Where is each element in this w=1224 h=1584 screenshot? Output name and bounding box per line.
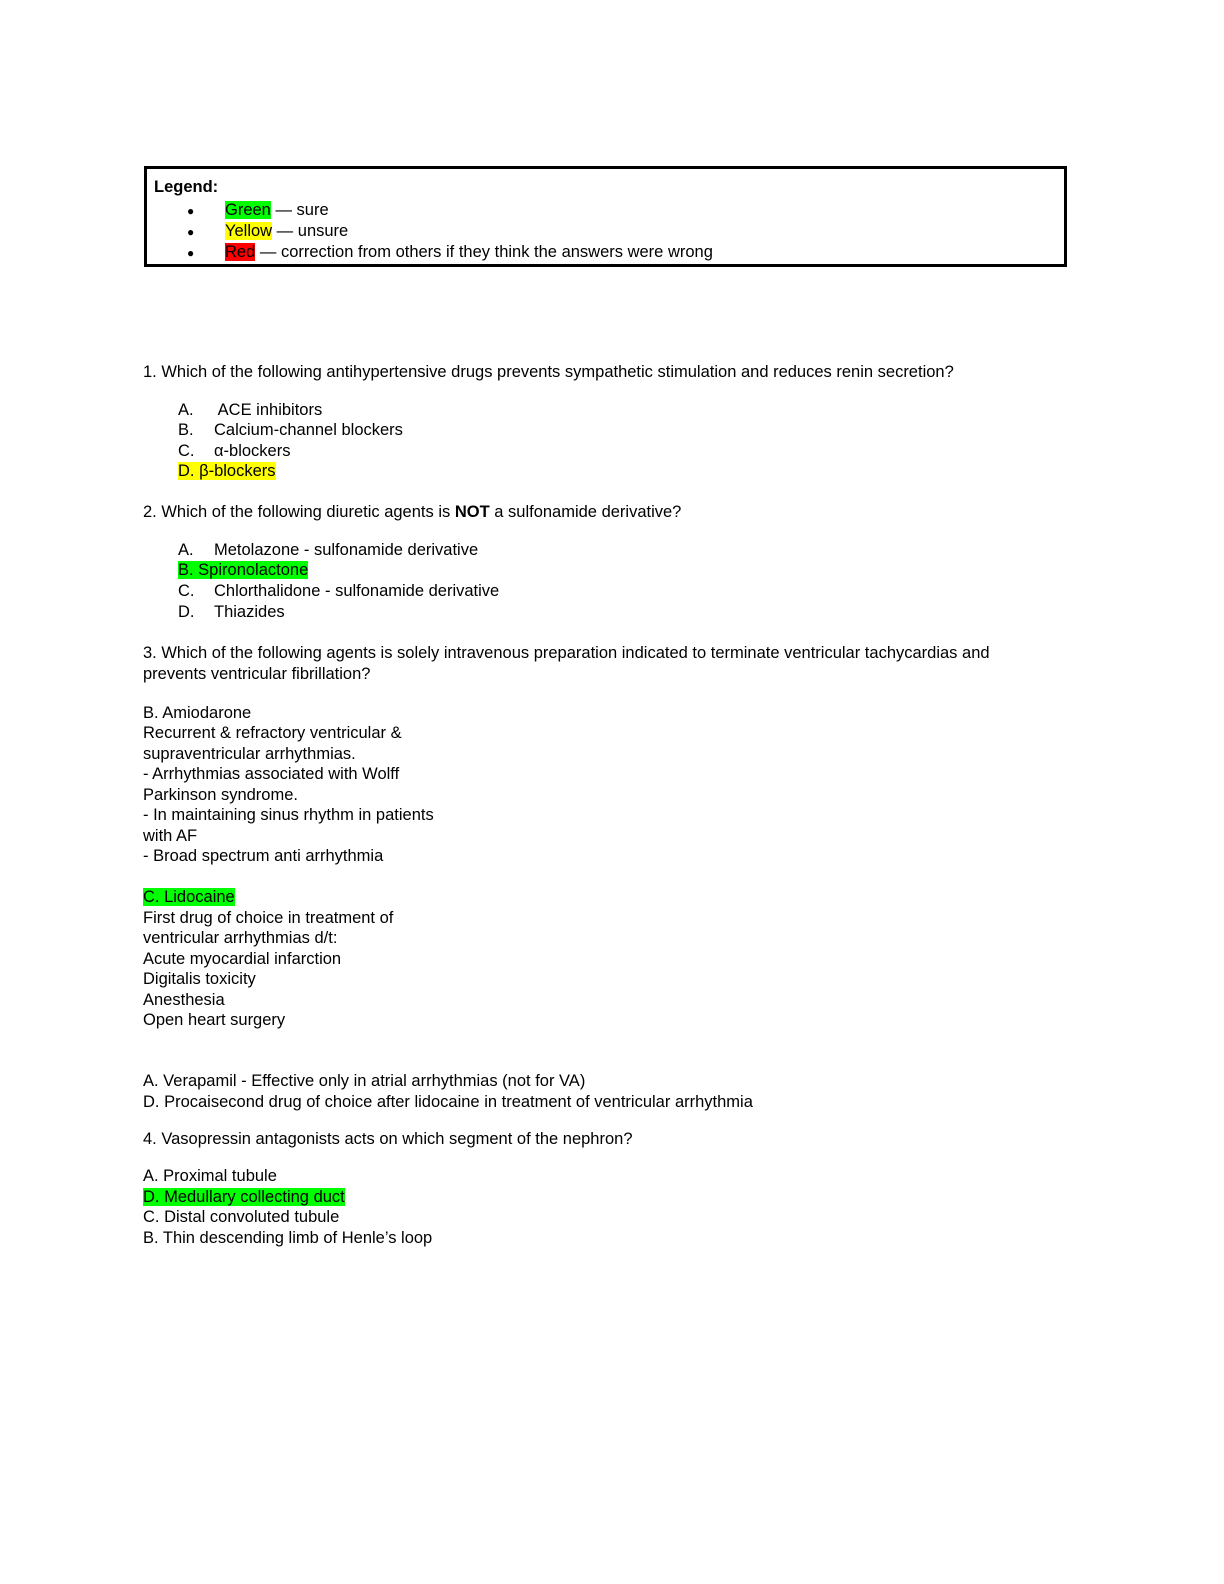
q1-option-c (178, 441, 290, 461)
q3-answer (143, 887, 235, 907)
q2-answer (178, 560, 308, 580)
question-1: 1. Which of the following antihypertensive drugs prevents sympathetic stimulation and reduces renin secretion? (143, 363, 954, 381)
q2-option-d (178, 602, 285, 622)
option-letter: D. (178, 603, 195, 621)
option-text: Chlorthalidone - sulfonamide derivative (214, 582, 500, 600)
legend-item-red (187, 242, 713, 262)
legend-title: Legend: (154, 178, 219, 196)
legend-label-red: Red (225, 243, 256, 261)
option-text: ACE inhibitors (214, 401, 323, 419)
bullet-icon: ● (187, 204, 195, 218)
q4-option-b: B. Thin descending limb of Henle’s loop (143, 1229, 433, 1247)
q3-other-d: D. Procaisecond drug of choice after lidocaine in treatment of ventricular arrhythmia (143, 1093, 753, 1111)
answer-highlight-green: B. Spironolactone (178, 561, 309, 579)
legend-item-yellow (187, 221, 348, 241)
amiodarone-line: B. Amiodarone (143, 704, 252, 722)
legend-text-red: — correction from others if they think the answers were wrong (255, 243, 713, 261)
legend-label-green: Green (225, 201, 271, 219)
question-2 (143, 502, 681, 522)
question-4: 4. Vasopressin antagonists acts on which segment of the nephron? (143, 1130, 633, 1148)
bullet-icon: ● (187, 246, 195, 260)
question-2-post: a sulfonamide derivative? (489, 503, 682, 521)
legend-item-green (187, 200, 329, 220)
amiodarone-line: Parkinson syndrome. (143, 786, 298, 804)
answer-highlight-green: D. Medullary collecting duct (143, 1188, 345, 1206)
legend-text-green: — sure (270, 201, 329, 219)
option-text: α-blockers (214, 442, 291, 460)
amiodarone-line: - Broad spectrum anti arrhythmia (143, 847, 384, 865)
legend-text-yellow: — unsure (272, 222, 349, 240)
answer-highlight-yellow: D. β-blockers (178, 462, 276, 480)
question-2-bold: NOT (454, 503, 490, 521)
q2-option-c (178, 581, 499, 601)
option-letter: C. (178, 442, 195, 460)
question-3-line-2: prevents ventricular fibrillation? (143, 665, 371, 683)
lidocaine-line: Open heart surgery (143, 1011, 286, 1029)
legend-box (144, 166, 1067, 267)
question-2-pre: 2. Which of the following diuretic agents is (143, 503, 455, 521)
q4-option-a: A. Proximal tubule (143, 1167, 277, 1185)
amiodarone-line: Recurrent & refractory ventricular & (143, 724, 402, 742)
q1-option-a (178, 400, 322, 420)
answer-highlight-green: C. Lidocaine (143, 888, 235, 906)
q1-answer (178, 461, 276, 481)
option-letter: C. (178, 582, 195, 600)
legend-label-yellow: Yellow (225, 222, 273, 240)
q3-other-a: A. Verapamil - Effective only in atrial arrhythmias (not for VA) (143, 1072, 586, 1090)
amiodarone-line: - In maintaining sinus rhythm in patients (143, 806, 434, 824)
amiodarone-line: supraventricular arrhythmias. (143, 745, 356, 763)
amiodarone-line: with AF (143, 827, 198, 845)
lidocaine-line: First drug of choice in treatment of (143, 909, 394, 927)
option-letter: B. (178, 421, 194, 439)
q1-option-b (178, 420, 403, 440)
option-text: Thiazides (214, 603, 285, 621)
amiodarone-line: - Arrhythmias associated with Wolff (143, 765, 400, 783)
bullet-icon: ● (187, 225, 195, 239)
lidocaine-line: Anesthesia (143, 991, 225, 1009)
option-letter: A. (178, 401, 194, 419)
q4-answer (143, 1187, 345, 1207)
question-3-line-1: 3. Which of the following agents is solely intravenous preparation indicated to terminate ventricular tachycardias and (143, 644, 990, 662)
option-text: Metolazone - sulfonamide derivative (214, 541, 479, 559)
option-letter: A. (178, 541, 194, 559)
lidocaine-line: ventricular arrhythmias d/t: (143, 929, 338, 947)
option-text: Calcium-channel blockers (214, 421, 403, 439)
lidocaine-line: Acute myocardial infarction (143, 950, 342, 968)
q2-option-a (178, 540, 478, 560)
lidocaine-line: Digitalis toxicity (143, 970, 256, 988)
q4-option-c: C. Distal convoluted tubule (143, 1208, 340, 1226)
